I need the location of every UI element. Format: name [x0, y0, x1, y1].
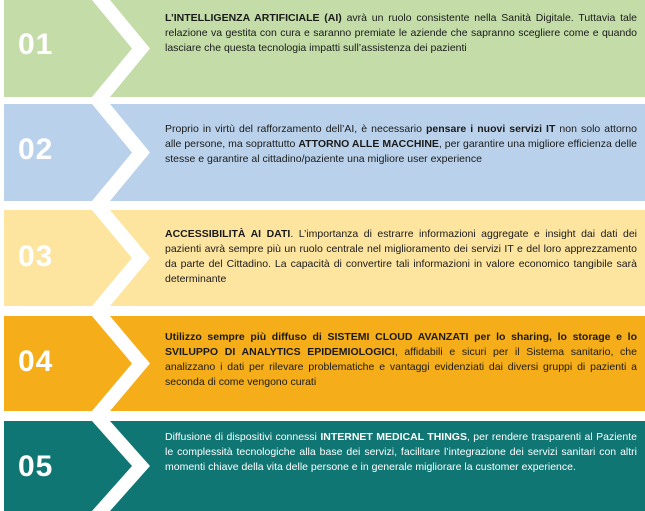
step-text	[165, 430, 637, 475]
step-text	[165, 11, 637, 56]
step-text-bold: SISTEMI CLOUD AVANZATI	[327, 331, 469, 343]
step-text	[165, 122, 637, 167]
step-text	[165, 227, 637, 287]
chevron-arrow-icon	[92, 104, 156, 201]
step-text-run: Diffusione di dispositivi connessi	[165, 431, 321, 443]
step-text-run: . L’importanza di estrarre informazioni aggregate e insight dai dati dei pazienti avrà sempre più un ruolo centrale nel miglioramento dei servizi IT e del loro apprezzamento da parte del Cittadino. La capacità di convertire tali informazioni in valore economico tangibile sarà determinante	[165, 228, 638, 285]
step-text-bold: pensare i nuovi servizi IT	[425, 123, 556, 135]
step-text-bold: SVILUPPO DI ANALYTICS EPIDEMIOLOGICI	[165, 346, 395, 358]
step-number: 02	[18, 133, 54, 166]
step-text-bold: ACCESSIBILITÀ AI DATI	[165, 228, 291, 240]
step-text	[165, 330, 637, 390]
step-text-bold: INTERNET MEDICAL THINGS	[320, 431, 467, 443]
step-text-bold: ATTORNO ALLE MACCHINE	[298, 138, 439, 150]
step-text-run: , per garantire una migliore efficienza delle stesse e garantire al cittadino/paziente una migliore user experience	[165, 138, 638, 165]
step-band-02	[4, 104, 645, 201]
step-band-03	[4, 210, 645, 306]
step-text-run: , affidabili e sicuri per il Sistema sanitario, che analizzano i dati per rilevare problematiche e vantaggi evidenziati dai diversi gruppi di pazienti a seconda di come vengono curati	[165, 346, 637, 388]
chevron-arrow-icon	[92, 421, 156, 511]
step-text-bold: Utilizzo sempre più diffuso di	[165, 331, 328, 343]
chevron-arrow-icon	[92, 316, 156, 411]
step-number: 03	[18, 240, 54, 273]
step-number: 01	[18, 28, 54, 61]
step-band-01	[4, 0, 645, 97]
step-number: 04	[18, 345, 54, 378]
step-text-run: Proprio in virtù del rafforzamento dell’AI, è necessario	[165, 123, 426, 135]
chevron-arrow-icon	[92, 210, 156, 306]
step-text-run: avrà un ruolo consistente nella Sanità Digitale. Tuttavia tale relazione va gestita con cura e saranno premiate le aziende che sapranno scegliere come e quando lasciare che questa tecnologia impatti sull’assistenza dei pazienti	[165, 12, 637, 54]
step-band-04	[4, 316, 645, 411]
step-number: 05	[18, 450, 54, 483]
step-band-05	[4, 421, 645, 511]
step-text-bold: per lo sharing, lo storage e lo	[468, 331, 637, 343]
step-text-run: non solo attorno alle persone, ma soprattutto	[165, 123, 637, 150]
chevron-arrow-icon	[92, 0, 156, 97]
step-text-run: , per rendere trasparenti al Paziente le complessità tecnologiche alla base dei servizi, facilitare l’integrazione dei servizi sanitari con altri momenti chiave della vita delle persone e in generale migliorare la customer experience.	[165, 431, 637, 473]
step-text-bold: L’INTELLIGENZA ARTIFICIALE (AI)	[165, 12, 342, 24]
